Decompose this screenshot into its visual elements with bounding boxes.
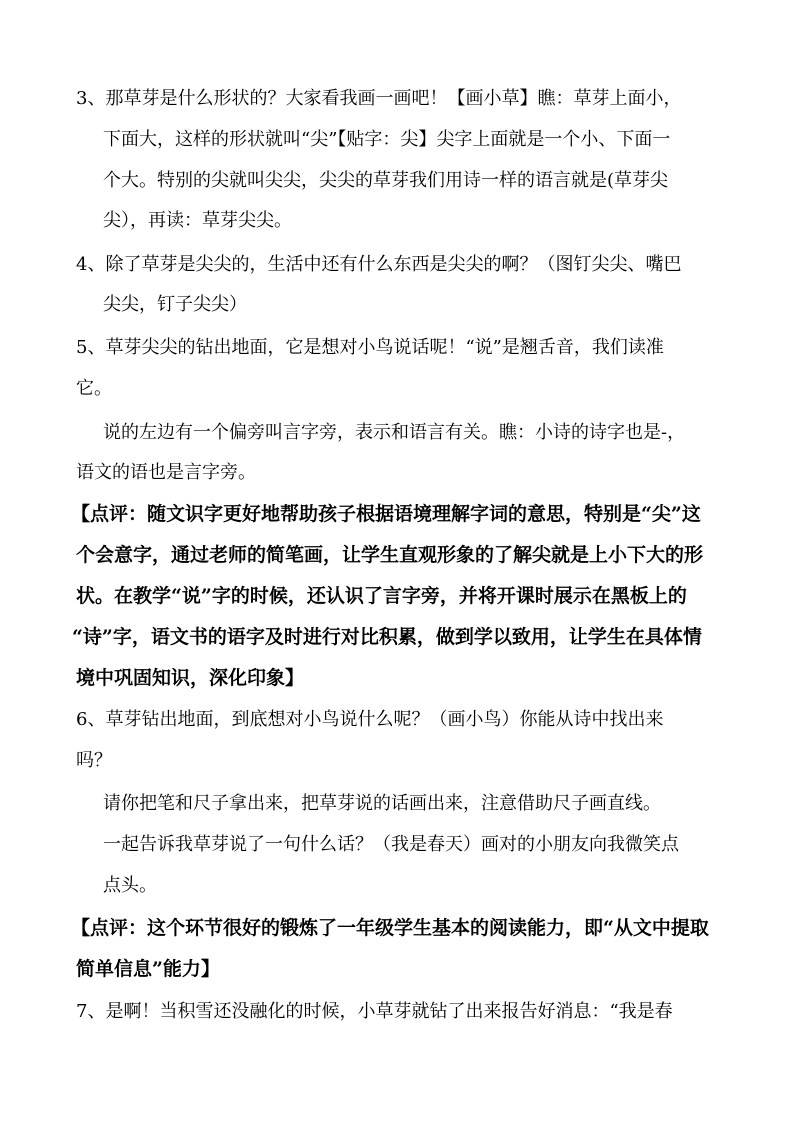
item-5-line-1: 5、草芽尖尖的钻出地面，它是想对小鸟说话呢！“说”是翘舌音，我们读准 xyxy=(76,337,664,358)
item-6-line-3: 请你把笔和尺子拿出来，把草芽说的话画出来，注意借助尺子画直线。 xyxy=(103,793,661,814)
item-3-line-2: 下面大，这样的形状就叫“尖”【贴字：尖】尖字上面就是一个小、下面一 xyxy=(103,129,671,150)
item-7-line-1: 7、是啊！当积雪还没融化的时候，小草芽就钻了出来报告好消息：“我是春 xyxy=(76,1001,673,1022)
item-4-line-1: 4、除了草芽是尖尖的，生活中还有什么东西是尖尖的啊？（图钉尖尖、嘴巴 xyxy=(76,254,682,275)
item-3-line-3: 个大。特别的尖就叫尖尖，尖尖的草芽我们用诗一样的语言就是(草芽尖 xyxy=(103,170,669,191)
comment-1-line-3: 状。在教学“说”字的时候，还认识了言字旁，并将开课时展示在黑板上的 xyxy=(76,585,687,607)
item-3-line-4: 尖），再读：草芽尖尖。 xyxy=(103,210,292,231)
item-5-line-4: 语文的语也是言字旁。 xyxy=(76,462,256,483)
item-5-line-2: 它。 xyxy=(76,378,112,399)
comment-2-line-2: 简单信息”能力】 xyxy=(76,958,220,980)
item-3-line-1: 3、那草芽是什么形状的？大家看我画一画吧！【画小草】瞧：草芽上面小， xyxy=(76,88,682,109)
item-5-line-3: 说的左边有一个偏旁叫言字旁，表示和语言有关。瞧：小诗的诗字也是-， xyxy=(103,422,686,443)
comment-1-line-4: “诗”字，语文书的语字及时进行对比积累，做到学以致用，让学生在具体情 xyxy=(72,626,702,648)
item-6-line-2: 吗？ xyxy=(76,750,112,771)
item-6-line-4: 一起告诉我草芽说了一句什么话？（我是春天）画对的小朋友向我微笑点 xyxy=(103,834,679,855)
comment-1-line-1: 【点评：随文识字更好地帮助孩子根据语境理解字词的意思，特别是“尖”这 xyxy=(71,503,701,525)
comment-1-line-2: 个会意字，通过老师的简笔画，让学生直观形象的了解尖就是上小下大的形 xyxy=(76,544,704,566)
item-6-line-5: 点头。 xyxy=(103,875,157,896)
comment-2-line-1: 【点评：这个环节很好的锻炼了一年级学生基本的阅读能力，即“从文中提取 xyxy=(71,917,709,939)
item-4-line-2: 尖尖，钉子尖尖） xyxy=(103,294,247,315)
comment-1-line-5: 境中巩固知识，深化印象】 xyxy=(76,667,305,689)
item-6-line-1: 6、草芽钻出地面，到底想对小鸟说什么呢？（画小鸟）你能从诗中找出来 xyxy=(76,709,664,730)
